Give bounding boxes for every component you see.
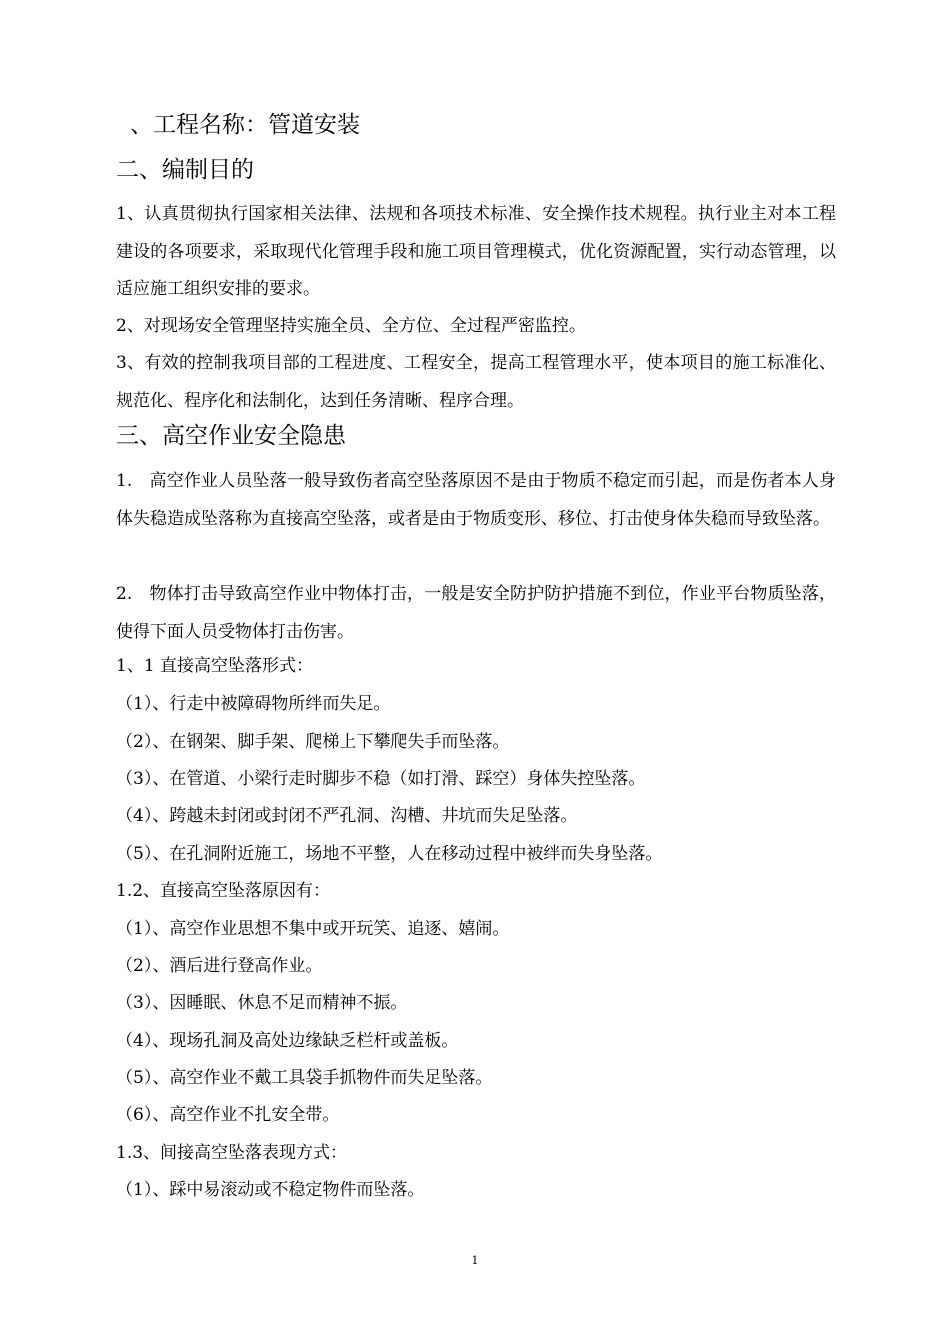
subsection-1-1-title: 1、1 直接高空坠落形式： bbox=[116, 656, 314, 676]
subsection-1-3-title: 1.3、间接高空坠落表现方式： bbox=[116, 1143, 348, 1163]
section-3-paragraph-1: 1. 高空作业人员坠落一般导致伤者高空坠落原因不是由于物质不稳定而引起，而是伤者本人身体失稳造成坠落称为直接高空坠落，或者是由于物质变形、移位、打击使身体失稳而导致坠落。 bbox=[116, 471, 836, 529]
list-item: （6）、高空作业不扎安全带。 bbox=[116, 1105, 340, 1125]
list-item: （5）、在孔洞附近施工，场地不平整，人在移动过程中被绊而失身坠落。 bbox=[116, 844, 663, 864]
section-2-paragraph-3: 3、有效的控制我项目部的工程进度、工程安全，提高工程管理水平，使本项目的施工标准化、规范化、程序化和法制化，达到任务清晰、程序合理。 bbox=[116, 353, 836, 411]
subsection-1-2-title: 1.2、直接高空坠落原因有： bbox=[116, 881, 331, 901]
list-item: （3）、在管道、小梁行走时脚步不稳（如打滑、踩空）身体失控坠落。 bbox=[116, 769, 646, 789]
list-item: （3）、因睡眠、休息不足而精神不振。 bbox=[116, 993, 408, 1013]
list-item: （4）、跨越未封闭或封闭不严孔洞、沟槽、井坑而失足坠落。 bbox=[116, 806, 578, 826]
project-name-heading: 、工程名称：管道安装 bbox=[130, 112, 360, 138]
list-item: （5）、高空作业不戴工具袋手抓物件而失足坠落。 bbox=[116, 1068, 493, 1088]
page-number: 1 bbox=[471, 1254, 479, 1267]
section-2-paragraph-1: 1、认真贯彻执行国家相关法律、法规和各项技术标准、安全操作技术规程。执行业主对本工程建设的各项要求，采取现代化管理手段和施工项目管理模式，优化资源配置，实行动态管理，以适应施工组织安排的要求。 bbox=[116, 204, 836, 299]
list-item: （4）、现场孔洞及高处边缘缺乏栏杆或盖板。 bbox=[116, 1031, 459, 1051]
section-3-paragraph-2: 2. 物体打击导致高空作业中物体打击，一般是安全防护防护措施不到位，作业平台物质坠落，使得下面人员受物体打击伤害。 bbox=[116, 584, 836, 642]
section-2-heading: 二、编制目的 bbox=[116, 157, 254, 183]
list-item: （1）、高空作业思想不集中或开玩笑、追逐、嬉闹。 bbox=[116, 919, 510, 939]
list-item: （1）、行走中被障碍物所绊而失足。 bbox=[116, 694, 391, 714]
list-item: （1）、踩中易滚动或不稳定物件而坠落。 bbox=[116, 1180, 425, 1200]
list-item: （2）、酒后进行登高作业。 bbox=[116, 956, 323, 976]
section-3-heading: 三、高空作业安全隐患 bbox=[116, 423, 346, 449]
list-item: （2）、在钢架、脚手架、爬梯上下攀爬失手而坠落。 bbox=[116, 732, 510, 752]
section-2-paragraph-2: 2、对现场安全管理坚持实施全员、全方位、全过程严密监控。 bbox=[116, 316, 586, 336]
